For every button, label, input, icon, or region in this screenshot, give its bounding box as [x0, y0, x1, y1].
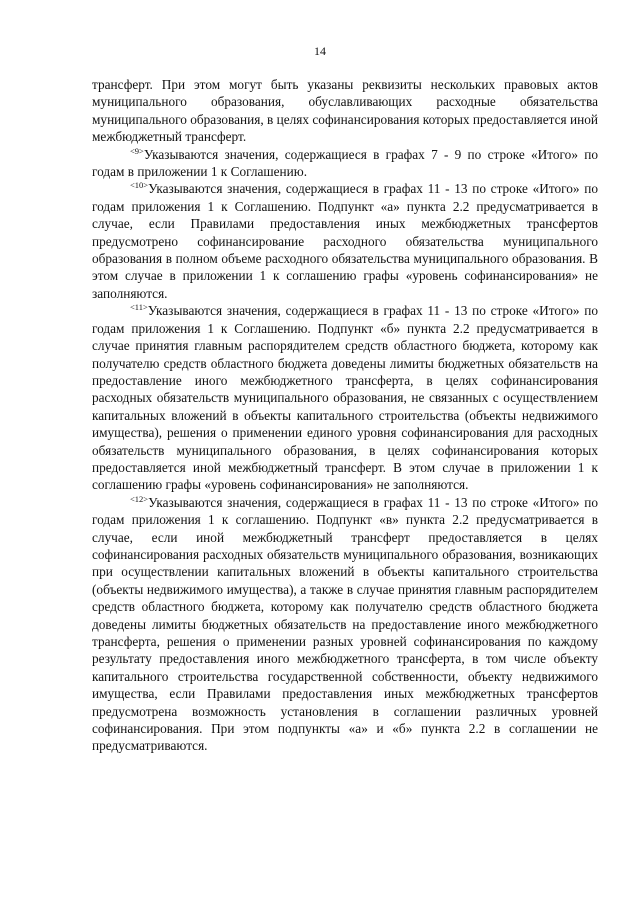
footnote-text: Указываются значения, содержащиеся в графах 11 - 13 по строке «Итого» по годам приложения 1 к Соглашению. Подпункт «а» пункта 2.2 предусматривается в случае, если Правилами предоставления иных межбюджетных трансфертов предусмотрено софинансирование расходного обязательства муниципального образования в полном объеме расходного обязательства муниципального образования. В этом случае в приложении 1 к соглашению графы «уровень софинансирования» не заполняются. [92, 181, 598, 301]
footnote-9 [92, 146, 598, 181]
page-number: 14 [314, 44, 326, 58]
footnote-text: Указываются значения, содержащиеся в графах 11 - 13 по строке «Итого» по годам приложения 1 к соглашению. Подпункт «в» пункта 2.2 предусматривается в случае, если иной межбюджетный трансферт предоставляется в целях софинансирования расходных обязательств муниципального образования, возникающих при осуществлении капитальных вложений в объекты капитального строительства (объекты недвижимого имущества), а также в случае принятия главным распорядителем средств областного бюджета, которому как получателю средств областного бюджета доведены лимиты бюджетных обязательств на предоставление иного межбюджетного трансферта, решения о применении разных уровней софинансирования по каждому результату предоставления иного межбюджетного трансферта, в том числе объекту капитального строительства государственной собственности, объекту недвижимого имущества, если Правилами предоставления иных межбюджетных трансфертов предусмотрена возможность установления в соглашении различных уровней софинансирования. При этом подпункты «а» и «б» пункта 2.2 в соглашении не предусматриваются. [92, 494, 598, 754]
footnote-11 [92, 302, 598, 493]
paragraph-continuation [92, 76, 598, 146]
document-body [92, 76, 598, 755]
footnote-marker: <9> [130, 145, 144, 156]
footnote-marker: <12> [130, 493, 149, 504]
paragraph-text: трансферт. При этом могут быть указаны реквизиты нескольких правовых актов муниципального образования, обуславливающих расходные обязательства муниципального образования, в целях софинансирования которых предоставляется иной межбюджетный трансферт. [92, 77, 598, 145]
footnote-10 [92, 180, 598, 302]
footnote-text: Указываются значения, содержащиеся в графах 7 - 9 по строке «Итого» по годам в приложении 1 к Соглашению. [92, 146, 598, 180]
footnote-marker: <11> [130, 302, 148, 313]
footnote-text: Указываются значения, содержащиеся в графах 11 - 13 по строке «Итого» по годам приложения 1 к Соглашению. Подпункт «б» пункта 2.2 предусматривается в случае принятия главным распорядителем средств областного бюджета, которому как получателю средств областного бюджета доведены лимиты бюджетных обязательств на предоставление иного межбюджетного трансферта, в целях софинансирования расходных обязательств муниципального образования, не связанных с осуществлением капитальных вложений в объекты капитального строительства (объекты недвижимого имущества), решения о применении единого уровня софинансирования для расходных обязательств муниципального образования, в целях софинансирования которых предоставляется иной межбюджетный трансферт. В этом случае в приложении 1 к соглашению графы «уровень софинансирования» не заполняются. [92, 303, 598, 493]
footnote-marker: <10> [130, 180, 149, 191]
footnote-12 [92, 494, 598, 755]
